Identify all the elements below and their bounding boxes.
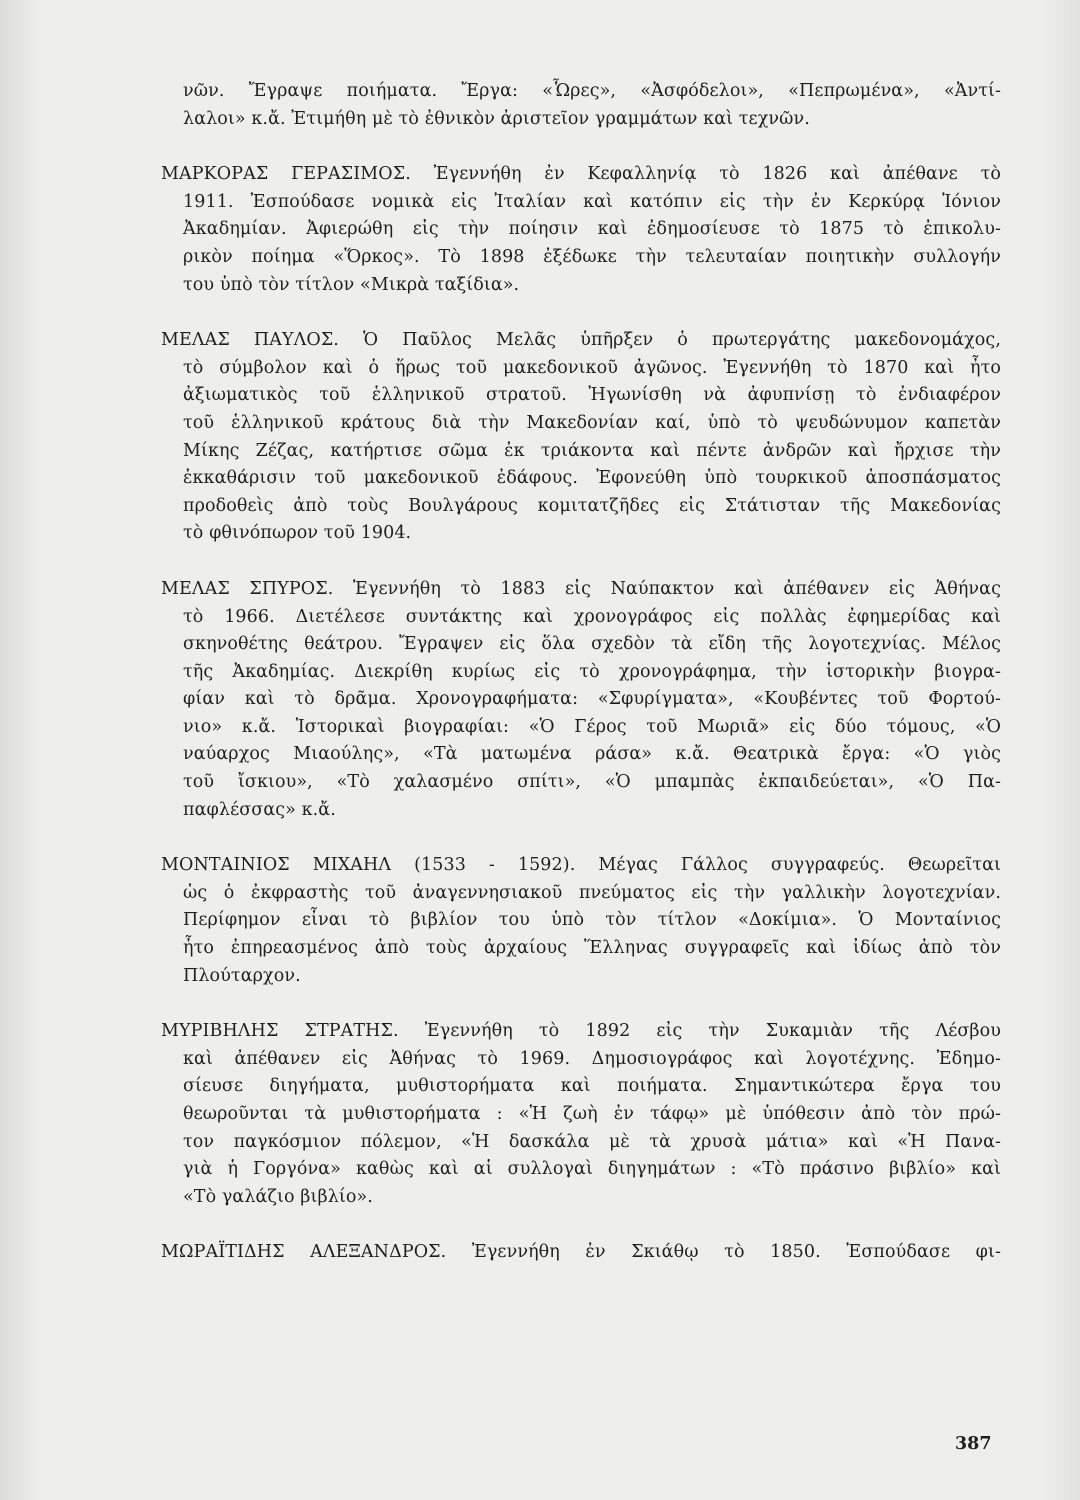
text-line: τον παγκόσμιον πόλεμον, «Ἡ δασκάλα μὲ τὰ χρυσὰ μάτια» καὶ «Ἡ Πανα-	[183, 1131, 1001, 1152]
text-line: 1911. Ἐσπούδασε νομικὰ εἰς Ἰταλίαν καὶ κατόπιν εἰς τὴν ἐν Κερκύρᾳ Ἰόνιον	[183, 191, 1001, 212]
text-line: Πλούταρχον.	[183, 965, 301, 986]
text-line: θεωροῦνται τὰ μυθιστορήματα : «Ἡ ζωὴ ἐν τάφῳ» μὲ ὑπόθεσιν ἀπὸ τὸν πρώ-	[183, 1104, 1001, 1124]
page-number: 387	[955, 1434, 992, 1454]
entry-heading-line: ΜΕΛΑΣ ΣΠΥΡΟΣ. Ἐγεννήθη τὸ 1883 εἰς Ναύπακτον καὶ ἀπέθανεν εἰς Ἀθήνας	[161, 578, 1001, 599]
text-line: τὸ σύμβολον καὶ ὁ ἥρως τοῦ μακεδονικοῦ ἀγῶνος. Ἐγεννήθη τὸ 1870 καὶ ἦτο	[183, 357, 1001, 378]
entry-montainios	[161, 852, 1001, 990]
text-line: φίαν καὶ τὸ δρᾶμα. Χρονογραφήματα: «Σφυρίγματα», «Κουβέντες τοῦ Φορτού-	[183, 689, 1001, 710]
text-line: του ὑπὸ τὸν τίτλον «Μικρὰ ταξίδια».	[183, 274, 520, 295]
entry-myrivilis	[161, 1018, 1001, 1211]
text-line: ἀξιωματικὸς τοῦ ἑλληνικοῦ στρατοῦ. Ἠγωνίσθη νὰ ἀφυπνίσῃ τὸ ἐνδιαφέρον	[183, 385, 1001, 406]
text-line: προδοθεὶς ἀπὸ τοὺς Βουλγάρους κομιτατζῆδες εἰς Στάτισταν τῆς Μακεδονίας	[183, 495, 1001, 516]
entry-heading-line: ΜΑΡΚΟΡΑΣ ΓΕΡΑΣΙΜΟΣ. Ἐγεννήθη ἐν Κεφαλληνίᾳ τὸ 1826 καὶ ἀπέθανε τὸ	[161, 164, 1001, 185]
entry-heading-line: ΜΥΡΙΒΗΛΗΣ ΣΤΡΑΤΗΣ. Ἐγεννήθη τὸ 1892 εἰς τὴν Συκαμιὰν τῆς Λέσβου	[161, 1021, 1001, 1042]
entry-melas-pavlos	[161, 327, 1001, 548]
text-line: Μίκης Ζέζας, κατήρτισε σῶμα ἐκ τριάκοντα καὶ πέντε ἀνδρῶν καὶ ἤρχισε τὴν	[183, 440, 1001, 461]
text-line: γιὰ ἡ Γοργόνα» καθὼς καὶ αἱ συλλογαὶ διηγημάτων : «Τὸ πράσινο βιβλίο» καὶ	[183, 1159, 1001, 1180]
text-line: παφλέσσας» κ.ἄ.	[183, 799, 336, 820]
text-line: λαλοι» κ.ἄ. Ἐτιμήθη μὲ τὸ ἐθνικὸν ἀριστεῖον γραμμάτων καὶ τεχνῶν.	[183, 108, 810, 129]
text-line: τὸ 1966. Διετέλεσε συντάκτης καὶ χρονογράφος εἰς πολλὰς ἐφημερίδας καὶ	[183, 606, 1001, 627]
text-line: νῶν. Ἔγραψε ποιήματα. Ἔργα: «Ὧρες», «Ἀσφόδελοι», «Πεπρωμένα», «Ἀντί-	[183, 81, 1001, 101]
entry-heading-line: ΜΕΛΑΣ ΠΑΥΛΟΣ. Ὁ Παῦλος Μελᾶς ὑπῆρξεν ὁ πρωτεργάτης μακεδονομάχος,	[161, 330, 1001, 351]
entry-heading-line: ΜΩΡΑΪΤΙΔΗΣ ΑΛΕΞΑΝΔΡΟΣ. Ἐγεννήθη ἐν Σκιάθῳ τὸ 1850. Ἐσπούδασε φι-	[161, 1242, 1001, 1263]
entry-heading-line: ΜΟΝΤΑΙΝΙΟΣ ΜΙΧΑΗΛ (1533 - 1592). Μέγας Γάλλος συγγραφεύς. Θεωρεῖται	[161, 855, 1001, 876]
text-line: ὡς ὁ ἐκφραστὴς τοῦ ἀναγεννησιακοῦ πνεύματος εἰς τὴν γαλλικὴν λογοτεχνίαν.	[183, 882, 1001, 903]
text-line: τοῦ ἑλληνικοῦ κράτους διὰ τὴν Μακεδονίαν καί, ὑπὸ τὸ ψευδώνυμον καπετὰν	[183, 412, 1001, 433]
text-line: ἐκκαθάρισιν τοῦ μακεδονικοῦ ἐδάφους. Ἐφονεύθη ὑπὸ τουρκικοῦ ἀποσπάσματος	[183, 468, 1001, 489]
entry-continuation	[183, 78, 1001, 133]
text-line: ναύαρχος Μιαούλης», «Τὰ ματωμένα ράσα» κ.ἄ. Θεατρικὰ ἔργα: «Ὁ γιὸς	[183, 744, 1001, 765]
text-line: τοῦ ἴσκιου», «Τὸ χαλασμένο σπίτι», «Ὁ μπαμπὰς ἐκπαιδεύεται», «Ὁ Πα-	[183, 772, 1001, 793]
text-line: τῆς Ἀκαδημίας. Διεκρίθη κυρίως εἰς τὸ χρονογράφημα, τὴν ἱστορικὴν βιογρα-	[183, 661, 1001, 682]
text-line: σκηνοθέτης θεάτρου. Ἔγραψεν εἰς ὅλα σχεδὸν τὰ εἴδη τῆς λογοτεχνίας. Μέλος	[183, 634, 1001, 655]
text-line: νιο» κ.ἄ. Ἱστορικαὶ βιογραφίαι: «Ὁ Γέρος τοῦ Μωριᾶ» εἰς δύο τόμους, «Ὁ	[183, 716, 1001, 737]
text-line: «Τὸ γαλάζιο βιβλίο».	[183, 1186, 373, 1207]
text-block	[161, 78, 1001, 1267]
entry-markoras	[161, 161, 1001, 299]
text-line: σίευσε διηγήματα, μυθιστορήματα καὶ ποιήματα. Σημαντικώτερα ἔργα του	[183, 1076, 1001, 1097]
entry-moraitidis	[161, 1239, 1001, 1267]
text-line: ἦτο ἐπηρεασμένος ἀπὸ τοὺς ἀρχαίους Ἕλληνας συγγραφεῖς καὶ ἰδίως ἀπὸ τὸν	[183, 938, 1001, 959]
text-line: Περίφημον εἶναι τὸ βιβλίον του ὑπὸ τὸν τίτλον «Δοκίμια». Ὁ Μονταίνιος	[183, 910, 1001, 931]
text-line: Ἀκαδημίαν. Ἀφιερώθη εἰς τὴν ποίησιν καὶ ἐδημοσίευσε τὸ 1875 τὸ ἐπικολυ-	[183, 219, 1001, 240]
text-line: ρικὸν ποίημα «Ὅρκος». Τὸ 1898 ἐξέδωκε τὴν τελευταίαν ποιητικὴν συλλογήν	[183, 246, 1001, 267]
text-line: καὶ ἀπέθανεν εἰς Ἀθήνας τὸ 1969. Δημοσιογράφος καὶ λογοτέχνης. Ἐδημο-	[183, 1048, 1001, 1069]
entry-melas-spyros	[161, 576, 1001, 824]
text-line: τὸ φθινόπωρον τοῦ 1904.	[183, 523, 412, 544]
